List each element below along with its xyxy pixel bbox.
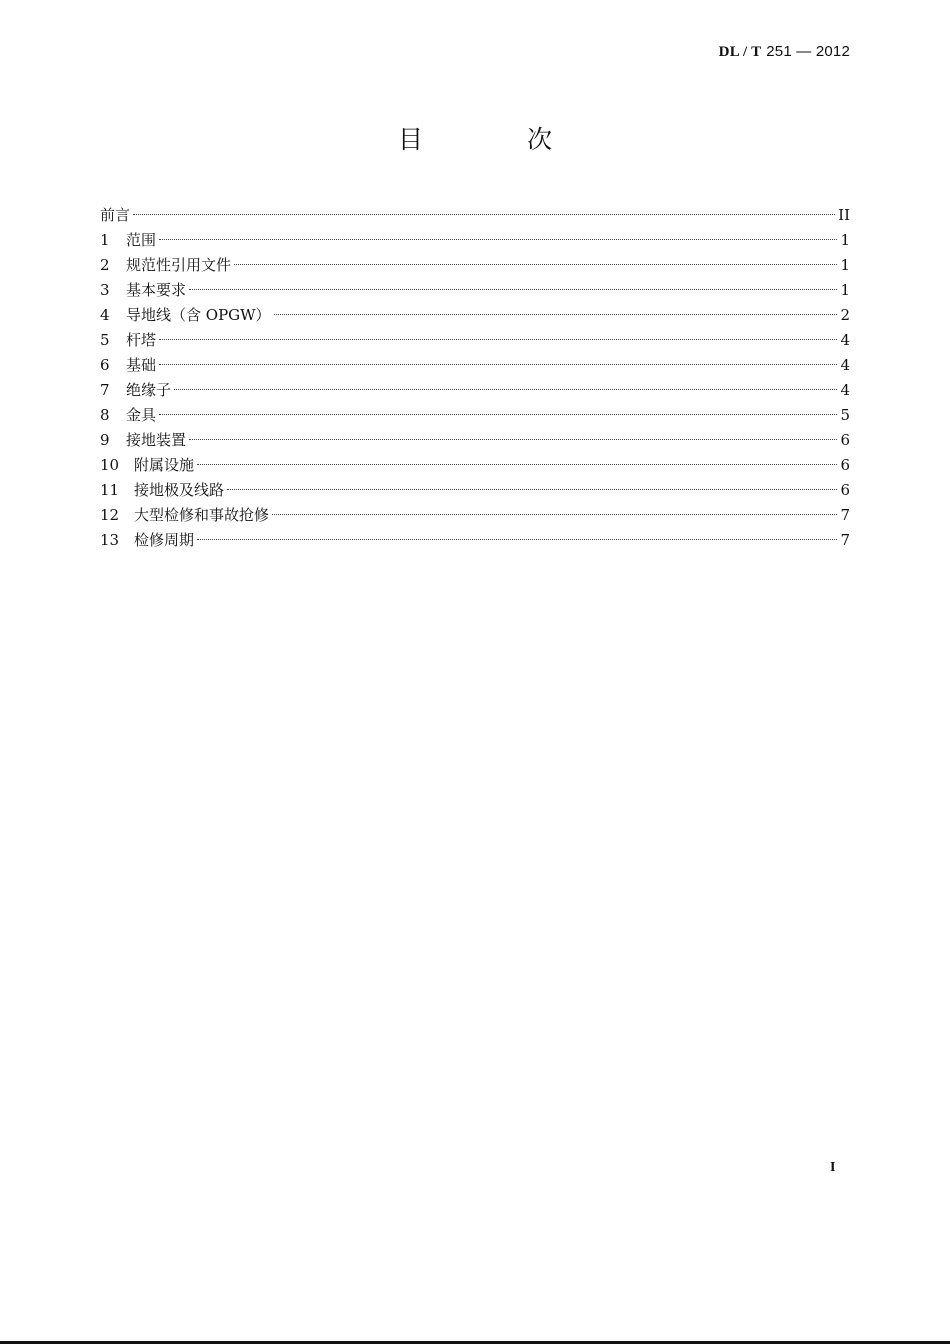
toc-entry-number: 11 [100, 481, 120, 499]
toc-entry[interactable] [100, 303, 850, 328]
toc-dot-leader [133, 214, 835, 215]
standard-code-prefix: DL / T [718, 44, 762, 60]
toc-dot-leader [189, 439, 837, 440]
toc-entry-page: 6 [840, 431, 850, 449]
toc-entry[interactable] [100, 278, 850, 303]
toc-entry-number: 13 [100, 531, 120, 549]
toc-entry[interactable] [100, 453, 850, 478]
toc-entry-label: 检修周期 [134, 531, 195, 549]
toc-entry-page: 1 [840, 281, 850, 299]
standard-code [719, 42, 850, 61]
toc-entry-label: 导地线（含 OPGW） [126, 306, 271, 324]
toc-entry-label: 大型检修和事故抢修 [134, 506, 270, 524]
toc-entry-label: 基本要求 [126, 281, 187, 299]
toc-entry-page: II [838, 206, 850, 224]
toc-entry-label: 接地极及线路 [134, 481, 225, 499]
toc-entry-label: 规范性引用文件 [126, 256, 232, 274]
toc-entry[interactable] [100, 378, 850, 403]
toc-entry-page: 4 [840, 356, 850, 374]
toc-entry-number: 6 [100, 356, 110, 374]
toc-dot-leader [227, 489, 837, 490]
toc-entry-page: 5 [840, 406, 850, 424]
toc-entry-label: 杆塔 [126, 331, 157, 349]
toc-dot-leader [234, 264, 837, 265]
toc-entry-number: 7 [100, 381, 110, 399]
toc-entry-number: 5 [100, 331, 110, 349]
page-title: 目 次 [398, 125, 600, 154]
toc-entry-label: 接地装置 [126, 431, 187, 449]
toc-entry-number: 4 [100, 306, 110, 324]
toc-dot-leader [197, 539, 837, 540]
toc-entry-number: 10 [100, 456, 120, 474]
toc-entry[interactable] [100, 478, 850, 503]
toc-entry-number: 8 [100, 406, 110, 424]
toc-entry[interactable] [100, 428, 850, 453]
toc-entry-label: 基础 [126, 356, 157, 374]
toc-entry[interactable] [100, 253, 850, 278]
toc-entry[interactable] [100, 528, 850, 553]
toc-dot-leader [159, 364, 837, 365]
toc-dot-leader [174, 389, 837, 390]
toc-dot-leader [159, 339, 837, 340]
toc-dot-leader [159, 239, 837, 240]
toc-dot-leader [189, 289, 837, 290]
toc-entry-number: 9 [100, 431, 110, 449]
toc-entry-number: 12 [100, 506, 120, 524]
toc-entry-page: 7 [840, 506, 850, 524]
standard-code-number: 251 — 2012 [766, 43, 850, 60]
toc-entry[interactable] [100, 403, 850, 428]
toc-entry-page: 7 [840, 531, 850, 549]
toc-entry-page: 6 [840, 456, 850, 474]
toc-entry-label: 范围 [126, 231, 157, 249]
page-number: I [830, 1160, 836, 1175]
toc-entry-page: 1 [840, 231, 850, 249]
toc-dot-leader [274, 314, 838, 315]
toc-entry-page: 2 [840, 306, 850, 324]
table-of-contents [100, 203, 850, 553]
toc-entry[interactable] [100, 203, 850, 228]
toc-dot-leader [197, 464, 837, 465]
toc-entry[interactable] [100, 328, 850, 353]
toc-entry[interactable] [100, 353, 850, 378]
toc-entry[interactable] [100, 228, 850, 253]
toc-entry-label: 金具 [126, 406, 157, 424]
toc-dot-leader [272, 514, 837, 515]
toc-entry-page: 6 [840, 481, 850, 499]
toc-dot-leader [159, 414, 837, 415]
toc-entry-label: 附属设施 [134, 456, 195, 474]
toc-entry[interactable] [100, 503, 850, 528]
toc-entry-page: 4 [840, 381, 850, 399]
toc-entry-number: 3 [100, 281, 110, 299]
toc-entry-label: 前言 [100, 206, 131, 224]
toc-entry-number: 2 [100, 256, 110, 274]
toc-entry-number: 1 [100, 231, 110, 249]
toc-entry-page: 4 [840, 331, 850, 349]
toc-entry-page: 1 [840, 256, 850, 274]
toc-entry-label: 绝缘子 [126, 381, 172, 399]
